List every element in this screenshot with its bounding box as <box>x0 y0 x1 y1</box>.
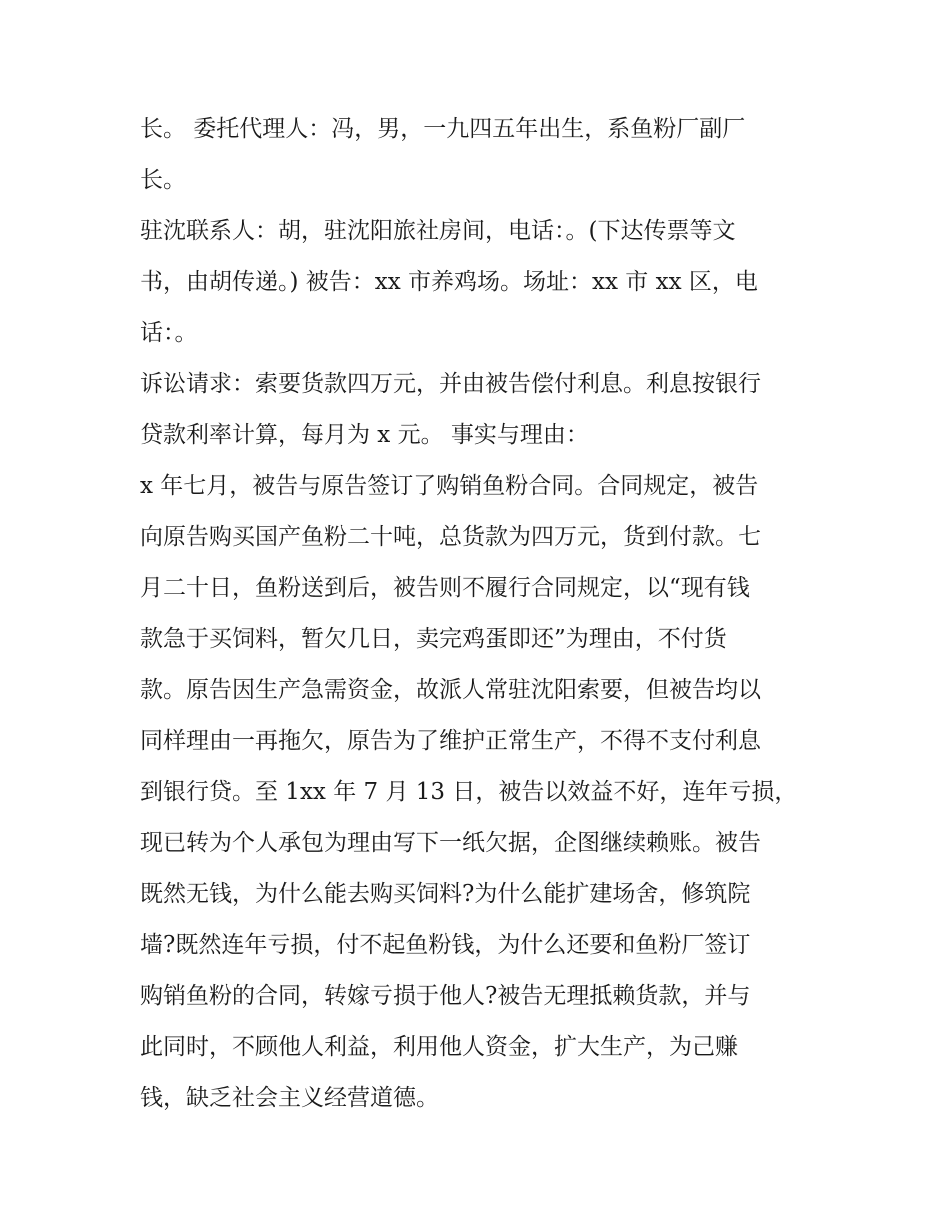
text-line: 此同时，不顾他人利益，利用他人资金，扩大生产，为己赚 <box>140 1034 738 1060</box>
text-line: x 年七月，被告与原告签订了购销鱼粉合同。合同规定，被告 <box>140 473 759 499</box>
text-line: 款。原告因生产急需资金，故派人常驻沈阳索要，但被告均以 <box>140 677 761 703</box>
text-line: 到银行贷。至 1xx 年 7 月 13 日，被告以效益不好，连年亏损， <box>140 779 798 805</box>
text-line: 话：。 <box>140 320 198 346</box>
text-line: 驻沈联系人：胡，驻沈阳旅社房间，电话：。(下达传票等文 <box>140 218 736 244</box>
text-line: 现已转为个人承包为理由写下一纸欠据，企图继续赖账。被告 <box>140 830 761 856</box>
text-line: 向原告购买国产鱼粉二十吨，总货款为四万元，货到付款。七 <box>140 524 761 550</box>
text-line: 贷款利率计算，每月为 x 元。 事实与理由： <box>140 422 589 448</box>
text-line: 月二十日，鱼粉送到后，被告则不履行合同规定，以“现有钱 <box>140 575 750 601</box>
text-line: 诉讼请求：索要货款四万元，并由被告偿付利息。利息按银行 <box>140 371 761 397</box>
text-line: 长。 <box>140 167 186 193</box>
text-line: 钱，缺乏社会主义经营道德。 <box>140 1085 439 1111</box>
text-line: 既然无钱，为什么能去购买饲料?为什么能扩建场舍，修筑院 <box>140 881 751 907</box>
text-line: 款急于买饲料，暂欠几日，卖完鸡蛋即还”为理由，不付货 <box>140 626 727 652</box>
text-line: 墙?既然连年亏损，付不起鱼粉钱，为什么还要和鱼粉厂签订 <box>140 932 751 958</box>
text-line: 购销鱼粉的合同，转嫁亏损于他人?被告无理抵赖货款，并与 <box>140 983 751 1009</box>
text-line: 书，由胡传递。) 被告：xx 市养鸡场。场址：xx 市 xx 区，电 <box>140 269 758 295</box>
text-line: 长。 委托代理人：冯，男，一九四五年出生，系鱼粉厂副厂 <box>140 116 746 142</box>
document-body <box>140 104 820 1124</box>
text-line: 同样理由一再拖欠，原告为了维护正常生产，不得不支付利息 <box>140 728 761 754</box>
